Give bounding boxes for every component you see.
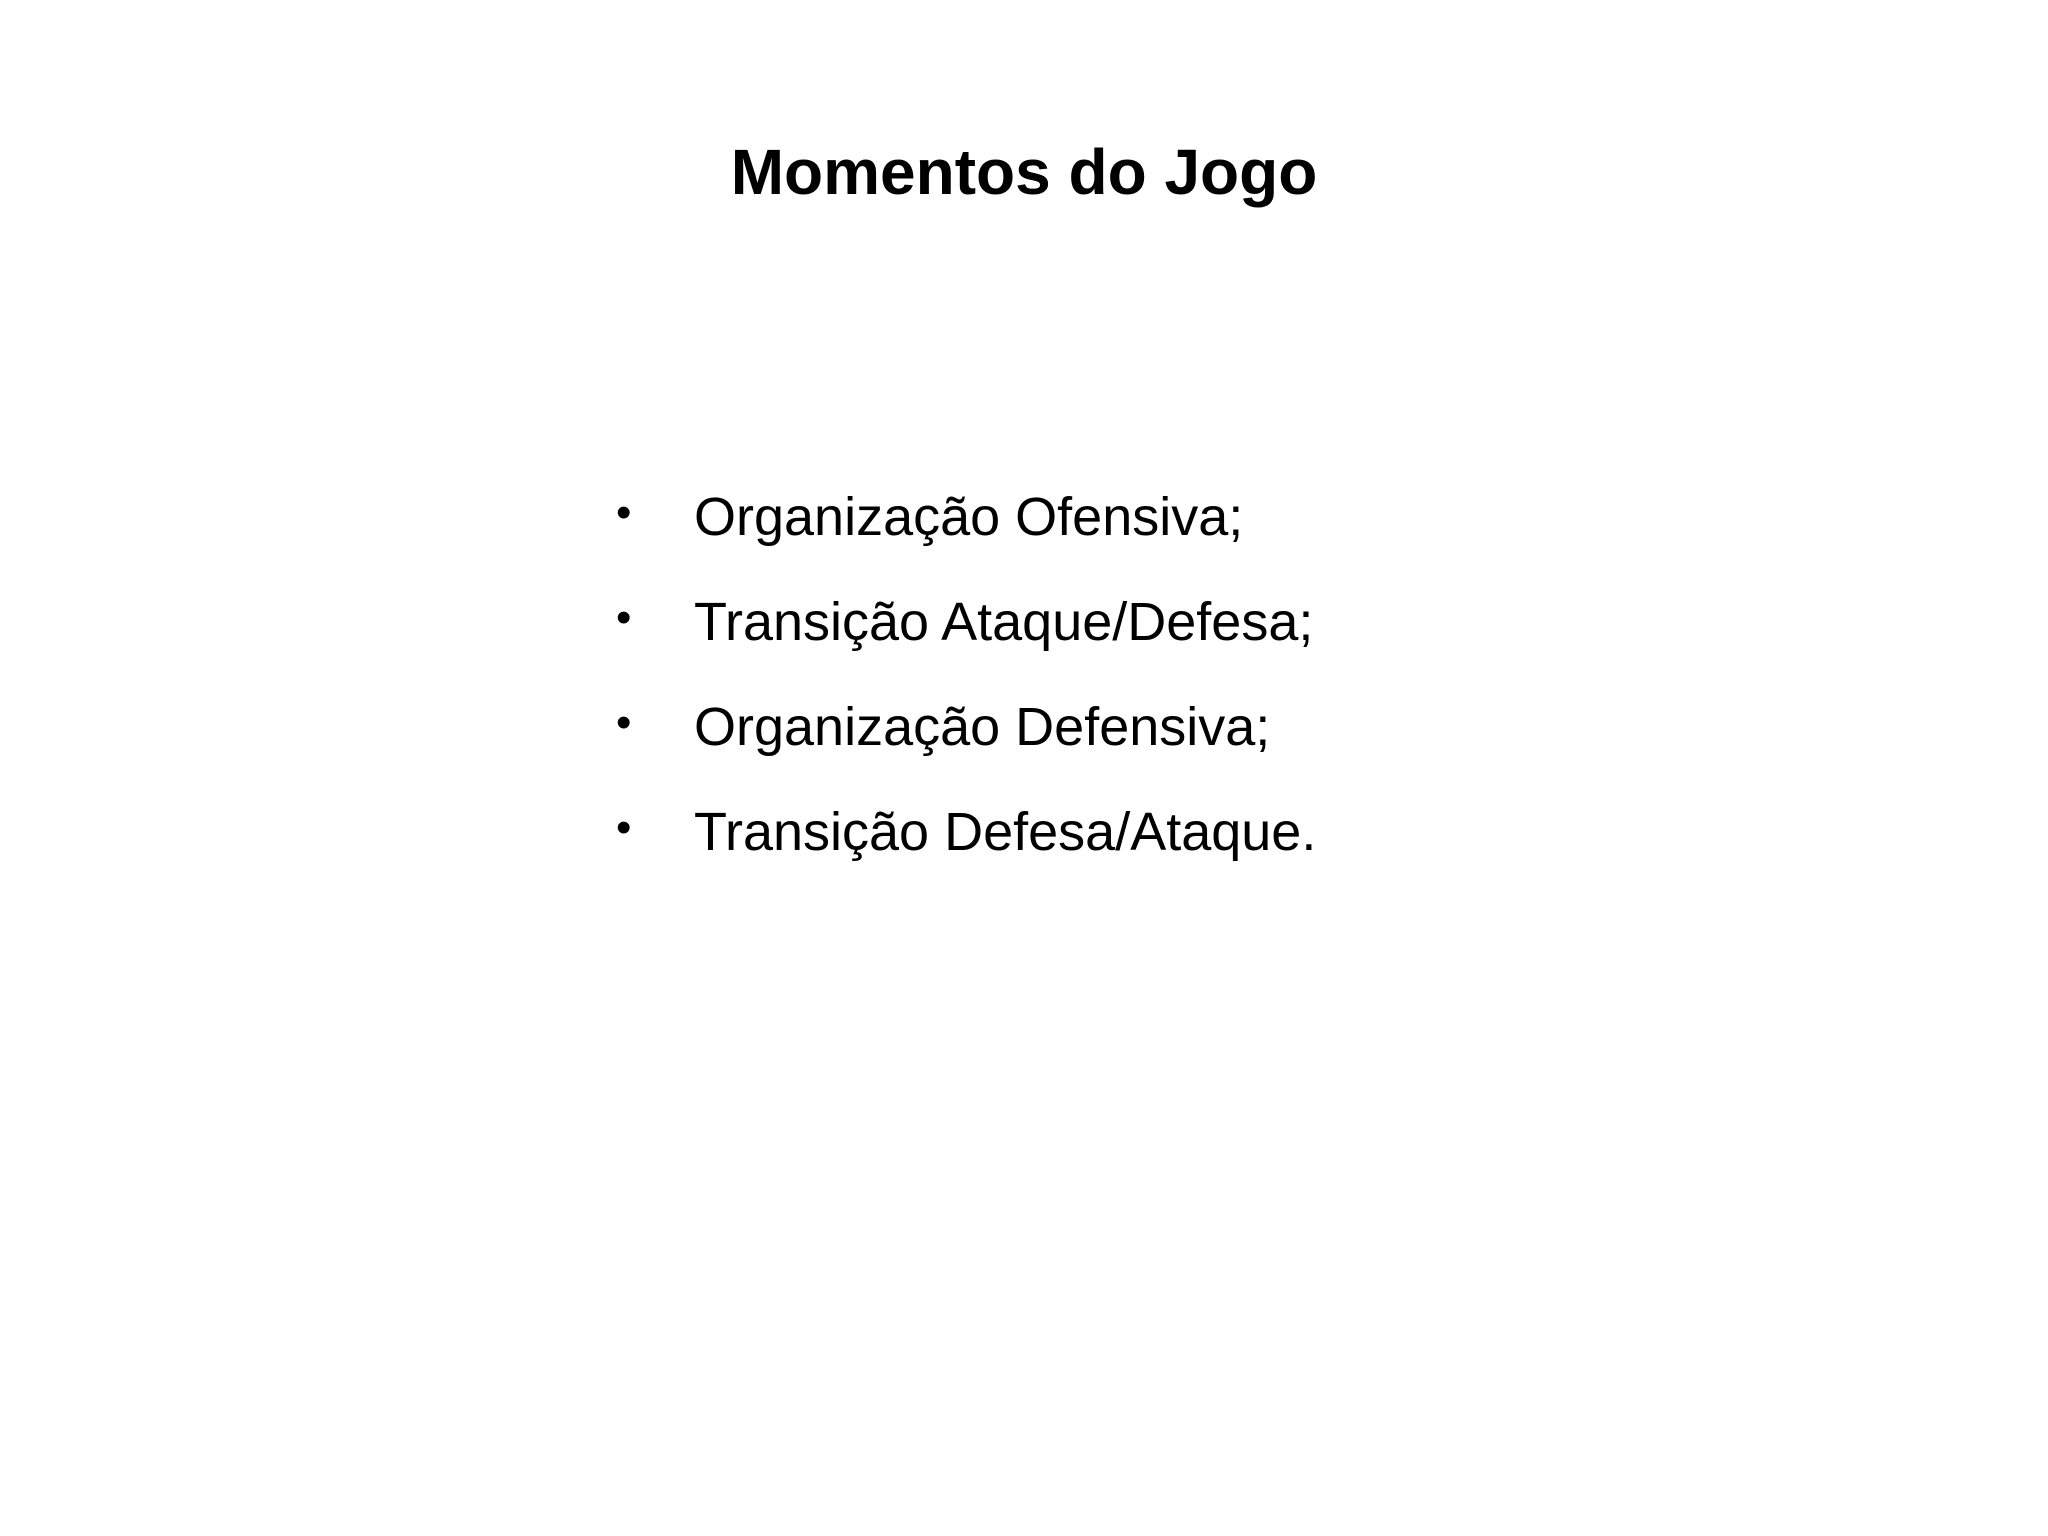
list-item-text: Organização Ofensiva; bbox=[694, 487, 1244, 547]
bullet-icon: • bbox=[616, 803, 632, 852]
bullet-icon: • bbox=[616, 698, 632, 747]
list-item bbox=[616, 695, 1316, 800]
list-item-text: Organização Defensiva; bbox=[694, 697, 1271, 757]
bullet-icon: • bbox=[616, 488, 632, 537]
bullet-list bbox=[616, 485, 1316, 905]
list-item-text: Transição Defesa/Ataque. bbox=[694, 802, 1317, 862]
list-item-text: Transição Ataque/Defesa; bbox=[694, 592, 1314, 652]
list-item bbox=[616, 800, 1316, 905]
list-item bbox=[616, 590, 1316, 695]
list-item bbox=[616, 485, 1316, 590]
slide-title: Momentos do Jogo bbox=[730, 136, 1318, 208]
bullet-icon: • bbox=[616, 593, 632, 642]
